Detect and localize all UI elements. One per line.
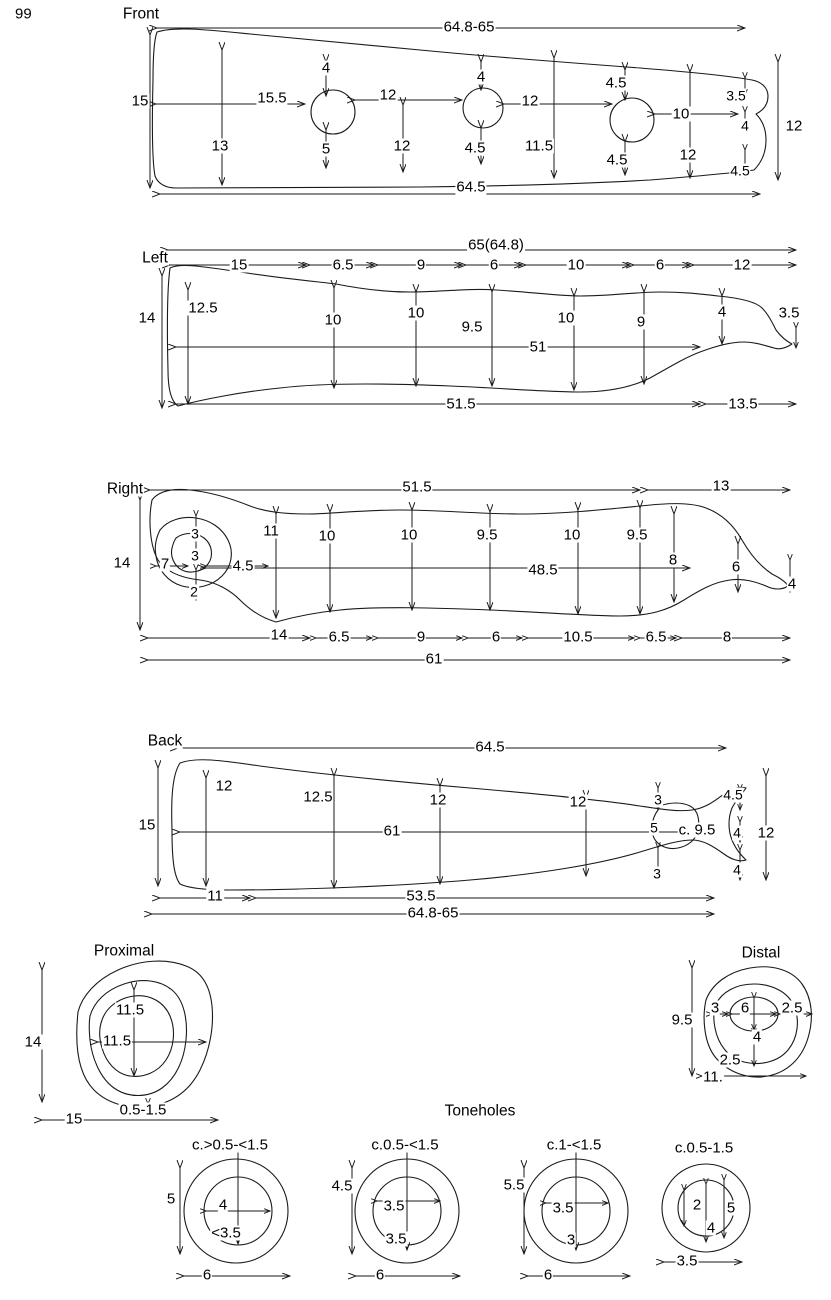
right-top-right: 13 [712, 477, 730, 495]
front-tip-bottom: 4.5 [730, 162, 750, 179]
right-h7: 6 [731, 558, 741, 576]
tonehole-3-outer-w: 6 [543, 1266, 553, 1284]
left-view-outline [167, 265, 792, 406]
front-tip-height: 12 [785, 117, 803, 135]
left-bottom-right: 13.5 [728, 395, 758, 413]
distal-right-h: 2.5 [781, 999, 803, 1017]
tonehole-2-inner-v: 3.5 [385, 1230, 407, 1248]
view-label-right: Right [106, 480, 144, 498]
front-hole3-bottom: 4.5 [606, 151, 628, 169]
front-tip-mid: 4 [741, 117, 749, 134]
front-hole2-bottom: 4.5 [464, 139, 486, 157]
tonehole-4-inner-v: 5 [726, 1199, 736, 1217]
page-number: 99 [15, 5, 32, 23]
left-s7: 12 [733, 256, 751, 274]
back-r3: 3 [653, 865, 661, 882]
tonehole-1-inner-v: <3.5 [211, 1224, 241, 1242]
proximal-wall: 0.5-1.5 [119, 1101, 167, 1119]
distal-width: 11. [703, 1068, 723, 1086]
proximal-inner-v: 11.5 [115, 1001, 145, 1019]
back-dimension-lines [152, 748, 766, 914]
front-right-drop: 12 [679, 146, 697, 164]
tonehole-1 [180, 1152, 290, 1276]
proximal-outline [77, 961, 213, 1107]
right-h0: 11 [263, 522, 279, 540]
distal-left-v: 9.5 [671, 1011, 693, 1029]
right-b2: 6.5 [328, 628, 350, 646]
tonehole-2 [352, 1152, 460, 1276]
back-tip-bottom: 4 [733, 861, 741, 878]
back-left-height: 15 [138, 816, 156, 834]
back-tip-top: 4.5 [723, 786, 743, 803]
tonehole-3-inner-v: 3 [566, 1231, 576, 1249]
right-inner-left: 7 [160, 555, 170, 573]
distal-left-h: 3 [710, 999, 720, 1017]
tonehole-2-inner-h: 3.5 [383, 1197, 405, 1215]
back-bottom-total: 64.8-65 [407, 904, 459, 922]
front-top-length: 64.8-65 [443, 18, 495, 36]
left-h3: 10 [407, 304, 425, 322]
right-h1: 10 [318, 527, 336, 545]
left-bottom-length: 51.5 [446, 395, 476, 413]
front-tip-top: 3.5 [726, 87, 746, 104]
back-r2: 5 [650, 819, 658, 836]
left-h6: 9 [636, 313, 646, 331]
right-mid-length: 48.5 [528, 561, 558, 579]
front-inner-height: 13 [211, 137, 229, 155]
tonehole-4-inner-h: 4 [706, 1219, 716, 1237]
front-seg2: 12 [379, 86, 397, 104]
right-h4: 10 [563, 526, 581, 544]
tonehole-1-inner-h: 4 [218, 1196, 228, 1214]
front-hole3-top: 4.5 [605, 74, 627, 92]
right-tip: 4 [787, 575, 797, 593]
tonehole-3-caption: c.1-<1.5 [546, 1136, 602, 1154]
right-b5: 10.5 [563, 628, 593, 646]
back-h3: 12 [429, 791, 447, 809]
tonehole-4-left-v: 2 [692, 1196, 702, 1214]
left-s3: 9 [416, 256, 426, 274]
left-h7: 4 [717, 303, 727, 321]
back-h1: 12 [215, 777, 233, 795]
right-dimension-lines [140, 490, 790, 660]
tonehole-4-caption: c.0.5-1.5 [674, 1139, 734, 1157]
front-hole2-top: 4 [476, 68, 486, 86]
front-hole1-top: 4 [321, 59, 331, 77]
distal-inner-v: 4 [752, 1028, 762, 1046]
back-mid-length: 61 [383, 822, 401, 840]
back-tip-mid: 4 [733, 824, 741, 841]
right-left-height: 14 [113, 554, 131, 572]
tonehole-4 [662, 1164, 750, 1262]
tonehole-3-inner-h: 3.5 [552, 1199, 574, 1217]
left-s5: 10 [567, 256, 585, 274]
tonehole-3 [524, 1152, 630, 1276]
left-h1: 12.5 [188, 299, 218, 317]
section-title-toneholes: Toneholes [444, 1102, 516, 1120]
right-top-main: 51.5 [402, 478, 432, 496]
right-h5: 9.5 [626, 526, 648, 544]
front-bottom-length: 64.5 [456, 178, 486, 196]
view-label-proximal: Proximal [93, 942, 155, 960]
back-b2: 53.5 [406, 887, 436, 905]
front-right-seg: 10 [672, 105, 690, 123]
back-top-length: 64.5 [475, 738, 505, 756]
view-label-back: Back [147, 732, 183, 750]
left-h5: 10 [557, 309, 575, 327]
proximal-height: 14 [24, 1033, 42, 1051]
left-s6: 6 [655, 256, 665, 274]
left-tip: 3.5 [778, 304, 800, 322]
right-b1: 14 [270, 626, 288, 644]
left-s2: 6.5 [332, 256, 354, 274]
tonehole-2-left-v: 4.5 [331, 1177, 353, 1195]
right-h6: 8 [668, 551, 678, 569]
front-bottom-12: 12 [393, 137, 411, 155]
front-seg3: 12 [521, 92, 539, 110]
view-label-left: Left [142, 249, 168, 267]
distal-bottom-v: 2.5 [719, 1051, 741, 1069]
right-b6: 6.5 [645, 628, 667, 646]
right-b3: 9 [416, 628, 426, 646]
back-h2: 12.5 [303, 788, 333, 806]
left-s4: 6 [489, 256, 499, 274]
tonehole-2-caption: c.0.5-<1.5 [371, 1136, 439, 1154]
right-inner-right: 4.5 [232, 557, 254, 575]
proximal-inner-h: 11.5 [102, 1032, 132, 1050]
tonehole-1-caption: c.>0.5-<1.5 [192, 1136, 268, 1154]
right-inner1: 3 [191, 525, 199, 542]
left-mid-length: 51 [529, 338, 547, 356]
right-inner2: 3 [191, 547, 199, 564]
front-left-height: 15 [131, 92, 149, 110]
tonehole-1-left-v: 5 [166, 1190, 176, 1208]
proximal-width: 15 [65, 1110, 83, 1128]
back-r-label: c. 9.5 [678, 821, 716, 839]
front-seg1: 15.5 [257, 89, 287, 107]
right-b4: 6 [491, 628, 501, 646]
right-b7: 8 [722, 628, 732, 646]
back-r1: 3 [654, 791, 662, 808]
view-label-distal: Distal [741, 944, 781, 962]
left-h2: 10 [324, 311, 342, 329]
front-mid-right: 11.5 [524, 137, 554, 155]
left-h4: 9.5 [461, 318, 483, 336]
right-h3: 9.5 [476, 526, 498, 544]
right-h2: 10 [400, 526, 418, 544]
view-label-front: Front [122, 5, 160, 23]
back-tip-height: 12 [757, 824, 775, 842]
left-total: 65(64.8) [468, 236, 524, 254]
right-inner3: 2 [190, 583, 198, 600]
left-height: 14 [138, 309, 156, 327]
front-hole1-bottom: 5 [321, 140, 331, 158]
tonehole-4-outer-w: 3.5 [676, 1252, 698, 1270]
tonehole-3-left-v: 5.5 [503, 1176, 525, 1194]
left-s1: 15 [230, 256, 248, 274]
back-h4: 12 [569, 793, 587, 811]
tonehole-2-outer-w: 6 [375, 1266, 385, 1284]
right-view-outline [150, 489, 788, 622]
distal-inner-h: 6 [740, 999, 750, 1017]
tonehole-1-outer-w: 6 [202, 1266, 212, 1284]
back-b1: 11 [207, 887, 223, 905]
right-total-bottom: 61 [425, 650, 443, 668]
